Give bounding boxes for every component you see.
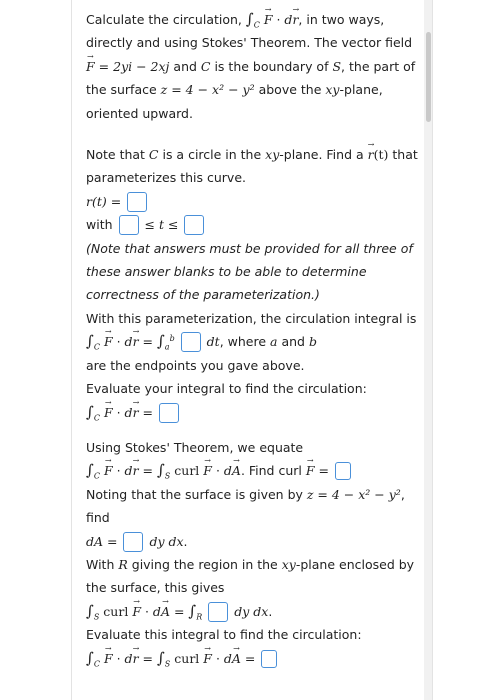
dydx-label: dy dx xyxy=(149,533,184,549)
inequality-label: ≤ t ≤ xyxy=(144,217,179,233)
with-label: with xyxy=(86,217,113,233)
b-label: b xyxy=(308,334,317,350)
contour-integral-symbol: ∫ xyxy=(86,461,94,480)
param-text: Note that xyxy=(86,147,149,163)
scrollbar-thumb[interactable] xyxy=(426,32,431,122)
surface-integral-symbol: ∫ xyxy=(86,601,94,620)
region-text-2: giving the region in the xyxy=(127,556,282,572)
circulation-intro: With this parameterization, the circulation integral is xyxy=(86,310,417,326)
intro-text-5: , the part of the surface xyxy=(86,58,416,98)
plane-label: xy xyxy=(281,556,296,572)
surface-integral-symbol: ∫ xyxy=(156,461,165,480)
definite-integral-symbol: ∫ xyxy=(156,332,165,351)
differential-dr: d→ r xyxy=(284,12,298,27)
param-t: (t) xyxy=(373,147,389,163)
differential-dr: d→ r xyxy=(125,405,139,420)
differential-dA: d→ A xyxy=(224,651,241,666)
surface-label: S xyxy=(164,659,171,669)
plane-label: xy xyxy=(325,82,340,98)
r-of-t-answer-input[interactable] xyxy=(127,192,147,212)
surface-integral-symbol: ∫ xyxy=(156,648,165,667)
curve-label: C xyxy=(200,58,211,74)
intro-text-6: above the xyxy=(254,82,326,98)
param-text-4: that parameterizes this curve. xyxy=(86,147,418,186)
curve-label: C xyxy=(93,471,100,481)
vector-f: → F xyxy=(104,330,113,353)
vector-r-of-t: → r xyxy=(368,143,374,166)
lower-bound-answer-input[interactable] xyxy=(119,215,139,235)
a-label: a xyxy=(270,334,278,350)
region-text-1: With xyxy=(86,556,119,572)
curl-label: curl xyxy=(103,603,129,619)
stokes-circulation-answer-input[interactable] xyxy=(261,650,277,668)
param-paragraph xyxy=(86,143,422,190)
region-label: R xyxy=(118,556,128,572)
evaluate-text: Evaluate your integral to find the circulation: xyxy=(86,381,367,397)
param-text-3: -plane. Find a xyxy=(279,147,368,163)
r-of-t-label: r(t) = xyxy=(86,193,122,209)
endpoints-text: are the endpoints you gave above. xyxy=(86,357,305,373)
r-of-t-row xyxy=(86,190,422,213)
noting-text: Noting that the surface is given by xyxy=(86,486,307,502)
contour-integral-symbol: ∫ xyxy=(86,402,94,421)
vector-f: → F xyxy=(104,647,113,670)
surface-equation: z = 4 − x² − y² xyxy=(306,486,401,502)
lower-limit: a xyxy=(164,342,170,352)
surface-equation: z = 4 − x² − y² xyxy=(160,82,255,98)
integrand-answer-input[interactable] xyxy=(181,332,201,352)
dt-label: dt xyxy=(206,334,220,350)
and-text: and xyxy=(277,334,309,350)
surface-note: Noting that the surface is given by z = 4 − x² − y², xyxy=(86,486,405,502)
stokes-intro: Using Stokes' Theorem, we equate xyxy=(86,439,304,455)
region-integrand-answer-input[interactable] xyxy=(208,602,228,622)
vector-f: → F xyxy=(203,459,212,482)
region-label: R xyxy=(196,612,203,622)
scrollbar[interactable] xyxy=(424,0,432,700)
vector-f: → F xyxy=(306,459,315,482)
find-text: find xyxy=(86,510,110,526)
differential-dr: d→ r xyxy=(125,651,139,666)
intro-text-3: and xyxy=(169,58,201,74)
contour-integral-symbol: ∫ xyxy=(86,332,94,351)
differential-dr: d→ r xyxy=(125,463,139,478)
surface-label: S xyxy=(93,612,100,622)
vector-f: → F xyxy=(132,600,141,623)
dA-row: dA = dy dx. xyxy=(86,530,422,553)
where-text: , where xyxy=(219,334,271,350)
bounds-row xyxy=(86,213,422,236)
curve-label: C xyxy=(253,20,260,30)
region-integral-row: $\int_S$ curl → $F \cdot d\to A = \int_R$ dy dx. xyxy=(86,600,422,623)
direct-circulation-answer-input[interactable] xyxy=(159,403,179,423)
circulation-integral-row: $\int_C \to F \cdot d\to r = \int_a^b$ dt, where a and b xyxy=(86,330,422,353)
curl-label: curl xyxy=(174,650,200,666)
curl-label: curl xyxy=(174,463,200,479)
curl-answer-input[interactable] xyxy=(335,462,351,480)
vector-f: → F xyxy=(203,647,212,670)
curve-label: C xyxy=(93,413,100,422)
curve-label: C xyxy=(93,659,100,669)
contour-integral-symbol: ∫ xyxy=(245,10,254,28)
surface-label: S xyxy=(332,58,342,74)
find-curl-text: . Find curl xyxy=(240,463,306,479)
intro-text: Calculate the circulation, xyxy=(86,12,246,27)
vector-f-def: → F xyxy=(86,55,95,78)
question-content xyxy=(86,8,422,670)
intro-paragraph: Calculate the circulation, $\int_C \to F \cdot d\to r$, in two ways, directly and using Stokes' Theorem. The vector field → F = 2yi − 2xj and C is the boundary of S, the part of the surface z = 4 − x² − y² above the xy-plane, oriented upward. xyxy=(86,8,422,125)
region-integral-symbol: ∫ xyxy=(188,601,197,620)
upper-bound-answer-input[interactable] xyxy=(184,215,204,235)
vector-field-definition: = 2yi − 2xj xyxy=(98,58,170,74)
intro-text-7: -plane, oriented upward. xyxy=(86,82,383,121)
vector-f: → F xyxy=(104,401,113,424)
contour-integral-symbol: ∫ xyxy=(86,648,94,667)
dA-label: dA = xyxy=(86,533,118,549)
intro-text-4: is the boundary of xyxy=(210,58,333,74)
surface-label: S xyxy=(164,471,171,481)
dydx-label: dy dx xyxy=(234,603,269,619)
upper-limit: b xyxy=(169,334,175,344)
plane-label: xy xyxy=(265,147,280,163)
dA-answer-input[interactable] xyxy=(123,532,143,552)
direct-circulation-row: $\int_C \to F \cdot d\to r$ = xyxy=(86,401,422,424)
curve-label: C xyxy=(93,342,100,352)
vector-f: → F xyxy=(264,8,273,31)
stokes-evaluate-text: Evaluate this integral to find the circulation: xyxy=(86,627,362,643)
differential-dA: d→ A xyxy=(153,604,170,619)
intro-text-2: , in two ways, directly and using Stokes' Theorem. The vector field xyxy=(86,12,413,51)
note-text: (Note that answers must be provided for all three of these answer blanks to be able to determine correctness of the parameterization.) xyxy=(86,240,413,303)
region-text-3: -plane enclosed by the surface, this gives xyxy=(86,556,415,596)
differential-dA: d→ A xyxy=(224,463,241,478)
vector-f: → F xyxy=(104,459,113,482)
param-text-2: is a circle in the xyxy=(158,147,266,163)
curve-label: C xyxy=(148,147,159,163)
stokes-equation-row: $\int_C \to F \cdot d\to r = \int_S$ curl → F · d→ A. Find curl → F = xyxy=(86,459,422,482)
differential-dr: d→ r xyxy=(125,334,139,349)
stokes-circulation-row: $\int_C \to F \cdot d\to r = \int_S$ curl → F · d→ A = xyxy=(86,647,422,670)
